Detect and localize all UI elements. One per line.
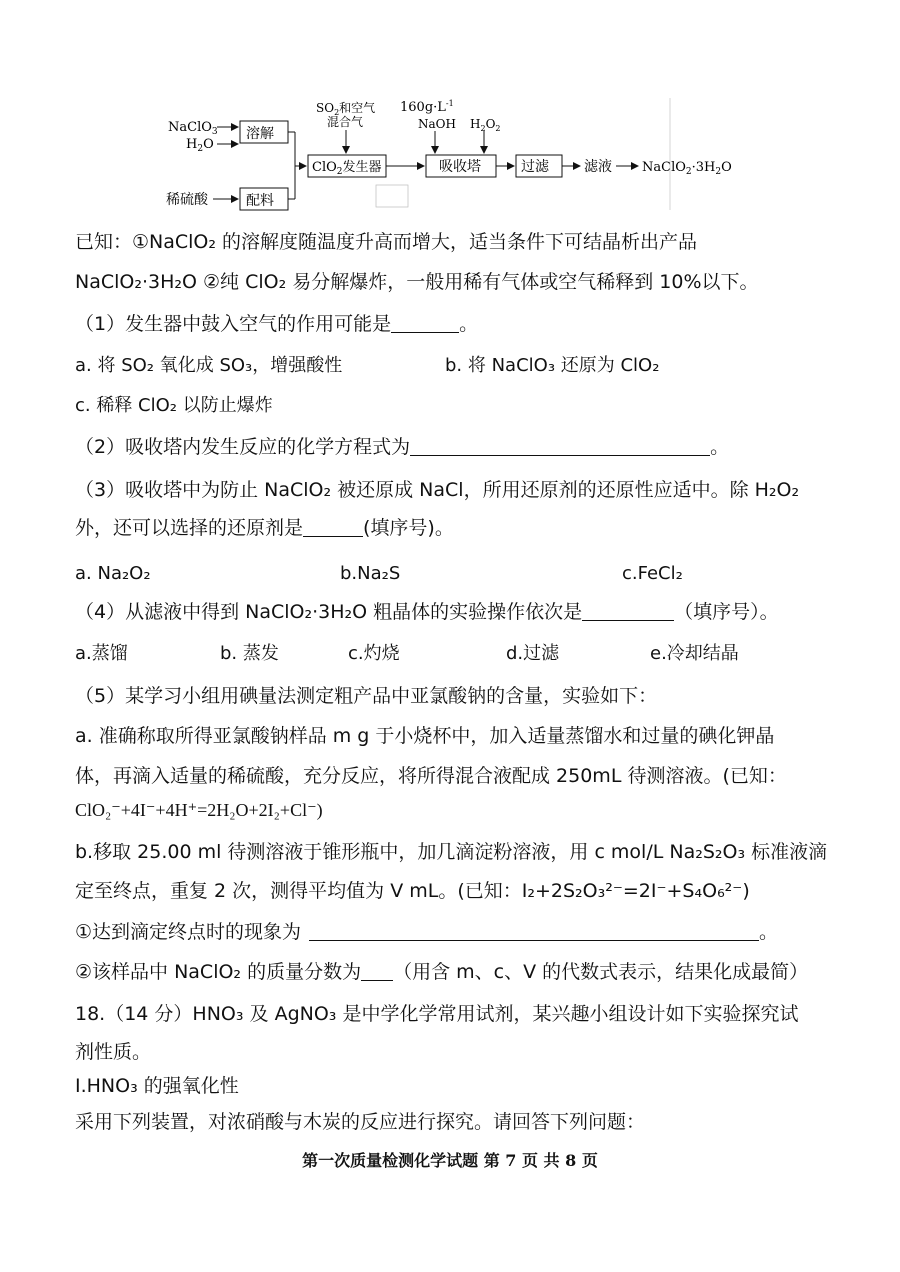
- answer-blank-q4[interactable]: [582, 602, 674, 621]
- q5-sub-1: ①达到滴定终点时的现象为 。: [75, 921, 779, 943]
- question-1: （1）发生器中鼓入空气的作用可能是 。: [75, 313, 479, 335]
- question-4: （4）从滤液中得到 NaClO₂·3H₂O 粗晶体的实验操作依次是 （填序号）。: [75, 601, 779, 623]
- q1-option-b: b. 将 NaClO₃ 还原为 ClO₂: [445, 355, 660, 376]
- product-label: $NaClO_2\cdot 3H_2O$: [642, 160, 732, 177]
- input-dilute-h2so4: 稀硫酸: [166, 192, 208, 208]
- input-naoh: NaOH: [418, 117, 456, 131]
- q5-step-b-line-1: b.移取 25.00 ml 待测溶液于锥形瓶中，加几滴淀粉溶液，用 c mol/L Na₂S₂O₃ 标准液滴: [75, 841, 828, 863]
- q3-option-a: a. Na₂O₂: [75, 563, 151, 584]
- input-naclo3: NaClO$_3$: [168, 120, 218, 137]
- input-naoh-conc: $160g\cdot L^{-1}$: [400, 99, 454, 115]
- answer-blank-q5-1[interactable]: [309, 922, 759, 941]
- q5-step-a-line-1: a. 准确称取所得亚氯酸钠样品 m g 于小烧杯中，加入适量蒸馏水和过量的碘化钾晶: [75, 725, 775, 747]
- q1-option-a: a. 将 SO₂ 氧化成 SO₃，增强酸性: [75, 355, 343, 376]
- question-18-line-1: 18.（14 分）HNO₃ 及 AgNO₃ 是中学化学常用试剂，某兴趣小组设计如下实验探究试: [75, 1003, 799, 1025]
- svg-text:混合气: 混合气: [327, 115, 364, 129]
- question-3-line-1: （3）吸收塔中为防止 NaClO₂ 被还原成 NaCl，所用还原剂的还原性应适中。除 H₂O₂: [75, 479, 800, 501]
- svg-text:吸收塔: 吸收塔: [439, 159, 481, 175]
- q4-option-d: d.过滤: [506, 643, 560, 664]
- question-3-line-2: 外，还可以选择的还原剂是 (填序号)。: [75, 517, 454, 539]
- question-18-line-2: 剂性质。: [75, 1041, 152, 1063]
- q3-option-c: c.FeCl₂: [622, 563, 683, 584]
- q1-option-c: c. 稀释 ClO₂ 以防止爆炸: [75, 395, 273, 416]
- answer-blank-q5-2[interactable]: [361, 962, 393, 981]
- answer-blank-q3[interactable]: [303, 518, 363, 537]
- svg-text:ClO2发生器: ClO$_2$发生器: [312, 160, 382, 177]
- answer-blank-q2[interactable]: [410, 437, 710, 456]
- svg-text:配料: 配料: [246, 193, 274, 209]
- q5-sub-2: ②该样品中 NaClO₂ 的质量分数为 （用含 m、c、V 的代数式表示，结果化成最简）: [75, 961, 809, 983]
- q5-step-b-line-2: 定至终点，重复 2 次，测得平均值为 V mL。(已知：I₂+2S₂O₃²⁻=2I⁻+S₄O₆²⁻): [75, 880, 750, 902]
- q4-option-b: b. 蒸发: [220, 643, 279, 664]
- input-water: $H_2O$: [186, 137, 214, 154]
- q4-option-e: e.冷却结晶: [650, 643, 739, 664]
- input-h2o2: $H_2O_2$: [470, 117, 501, 133]
- q5-step-a-line-2: 体，再滴入适量的稀硫酸，充分反应，将所得混合液配成 250mL 待测溶液。(已知：: [75, 765, 787, 787]
- question-2: （2）吸收塔内发生反应的化学方程式为 。: [75, 436, 730, 458]
- svg-text:过滤: 过滤: [521, 159, 549, 175]
- q4-option-c: c.灼烧: [348, 643, 400, 664]
- q5-equation-1: ClO₂⁻+4I⁻+4H⁺=2H₂O+2I₂+Cl⁻): [75, 800, 323, 820]
- question-5: （5）某学习小组用碘量法测定粗产品中亚氯酸钠的含量，实验如下：: [75, 685, 658, 707]
- known-line-2: NaClO₂·3H₂O ②纯 ClO₂ 易分解爆炸，一般用稀有气体或空气稀释到 10%以下。: [75, 271, 759, 293]
- answer-blank-q1[interactable]: [391, 314, 459, 333]
- page-footer: 第一次质量检测化学试题 第 7 页 共 8 页: [302, 1151, 598, 1170]
- svg-text:溶解: 溶解: [246, 126, 274, 142]
- section-1-title: Ⅰ.HNO₃ 的强氧化性: [75, 1075, 239, 1097]
- section-1-text: 采用下列装置，对浓硝酸与木炭的反应进行探究。请回答下列问题：: [75, 1111, 646, 1133]
- known-line-1: 已知：①NaClO₂ 的溶解度随温度升高而增大，适当条件下可结晶析出产品: [75, 231, 698, 253]
- q4-option-a: a.蒸馏: [75, 643, 128, 664]
- filtrate-label: 滤液: [584, 159, 612, 175]
- process-flow-diagram: [0, 0, 900, 215]
- input-so2-air: $SO_2$和空气: [316, 101, 376, 117]
- q3-option-b: b.Na₂S: [340, 563, 401, 584]
